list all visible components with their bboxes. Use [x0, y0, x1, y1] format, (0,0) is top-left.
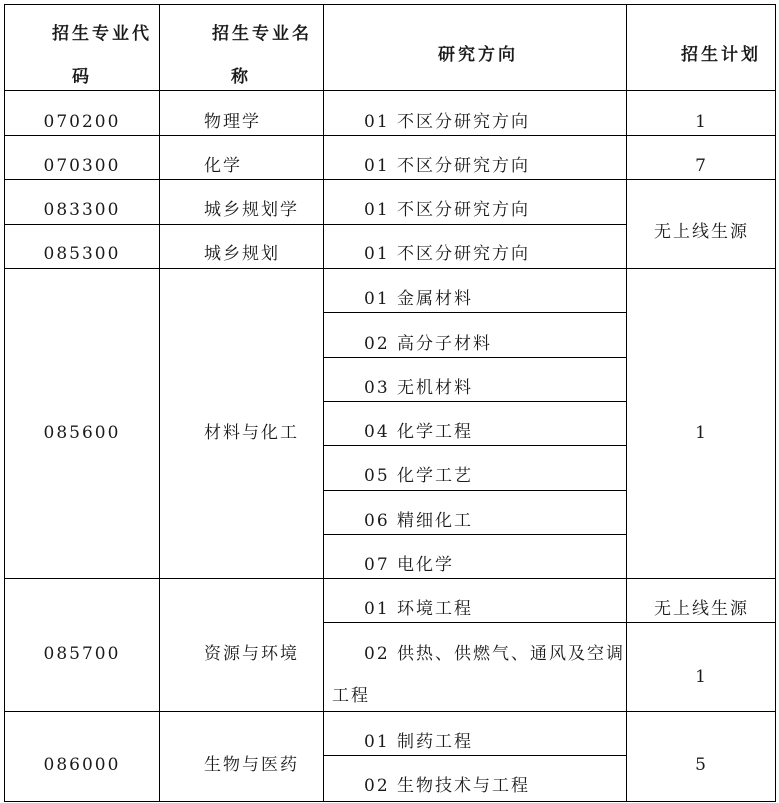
sub-divider: [323, 357, 627, 358]
cell-plan: 1: [695, 112, 708, 132]
row-divider-6: [4, 711, 776, 712]
sub-divider: [323, 401, 627, 402]
cell-direction: 01 环境工程: [364, 599, 474, 619]
row-divider-5: [4, 578, 776, 579]
cell-direction: 02 高分子材料: [364, 334, 493, 354]
cell-plan-merged: 无上线生源: [654, 222, 749, 242]
cell-plan: 1: [695, 423, 708, 443]
cell-direction: 04 化学工程: [364, 422, 474, 442]
cell-plan: 无上线生源: [654, 599, 749, 619]
cell-direction: 02 供热、供燃气、通风及空调: [364, 644, 626, 664]
cell-code: 085600: [43, 423, 121, 443]
cell-direction: 01 金属材料: [364, 289, 474, 309]
sub-divider: [323, 312, 627, 313]
row-divider-1: [4, 135, 776, 136]
cell-direction: 01 不区分研究方向: [364, 244, 531, 264]
cell-direction: 05 化学工艺: [364, 466, 474, 486]
cell-name: 城乡规划学: [204, 200, 299, 220]
cell-direction-wrap: 工程: [332, 686, 370, 706]
cell-code: 070300: [43, 156, 121, 176]
header-name-line2: 称: [231, 67, 251, 87]
header-name-line1: 招生专业名: [212, 24, 312, 44]
cell-plan: 5: [695, 755, 708, 775]
cell-name: 生物与医药: [204, 755, 299, 775]
cell-plan: 7: [695, 156, 708, 176]
cell-code: 085700: [43, 644, 121, 664]
header-direction: 研究方向: [438, 45, 518, 65]
cell-name: 物理学: [204, 112, 261, 132]
cell-direction: 01 制药工程: [364, 732, 474, 752]
header-plan: 招生计划: [681, 45, 761, 65]
sub-divider: [323, 445, 627, 446]
cell-name: 资源与环境: [204, 644, 299, 664]
cell-direction: 07 电化学: [364, 555, 455, 575]
row-divider-4: [4, 268, 776, 269]
cell-name: 材料与化工: [204, 423, 299, 443]
row-divider-3: [4, 224, 627, 225]
cell-direction: 01 不区分研究方向: [364, 156, 531, 176]
sub-divider: [323, 755, 627, 756]
cell-code: 070200: [43, 112, 121, 132]
cell-code: 083300: [43, 200, 121, 220]
table-border-top: [4, 4, 776, 5]
cell-code: 085300: [43, 244, 121, 264]
row-divider-header: [4, 90, 776, 91]
sub-divider: [323, 490, 627, 491]
header-code-line1: 招生专业代: [52, 24, 152, 44]
cell-direction: 01 不区分研究方向: [364, 112, 531, 132]
cell-code: 086000: [43, 755, 121, 775]
row-divider-2: [4, 179, 776, 180]
cell-direction: 02 生物技术与工程: [364, 776, 531, 796]
sub-divider: [323, 534, 627, 535]
cell-direction: 03 无机材料: [364, 378, 474, 398]
col-divider-2: [323, 4, 324, 802]
cell-name: 化学: [204, 156, 242, 176]
cell-plan: 1: [695, 667, 708, 687]
header-code-line2: 码: [72, 67, 92, 87]
cell-direction: 06 精细化工: [364, 511, 474, 531]
sub-divider: [323, 622, 776, 623]
cell-name: 城乡规划: [204, 244, 280, 264]
cell-direction: 01 不区分研究方向: [364, 200, 531, 220]
table-border-bottom: [4, 801, 776, 802]
